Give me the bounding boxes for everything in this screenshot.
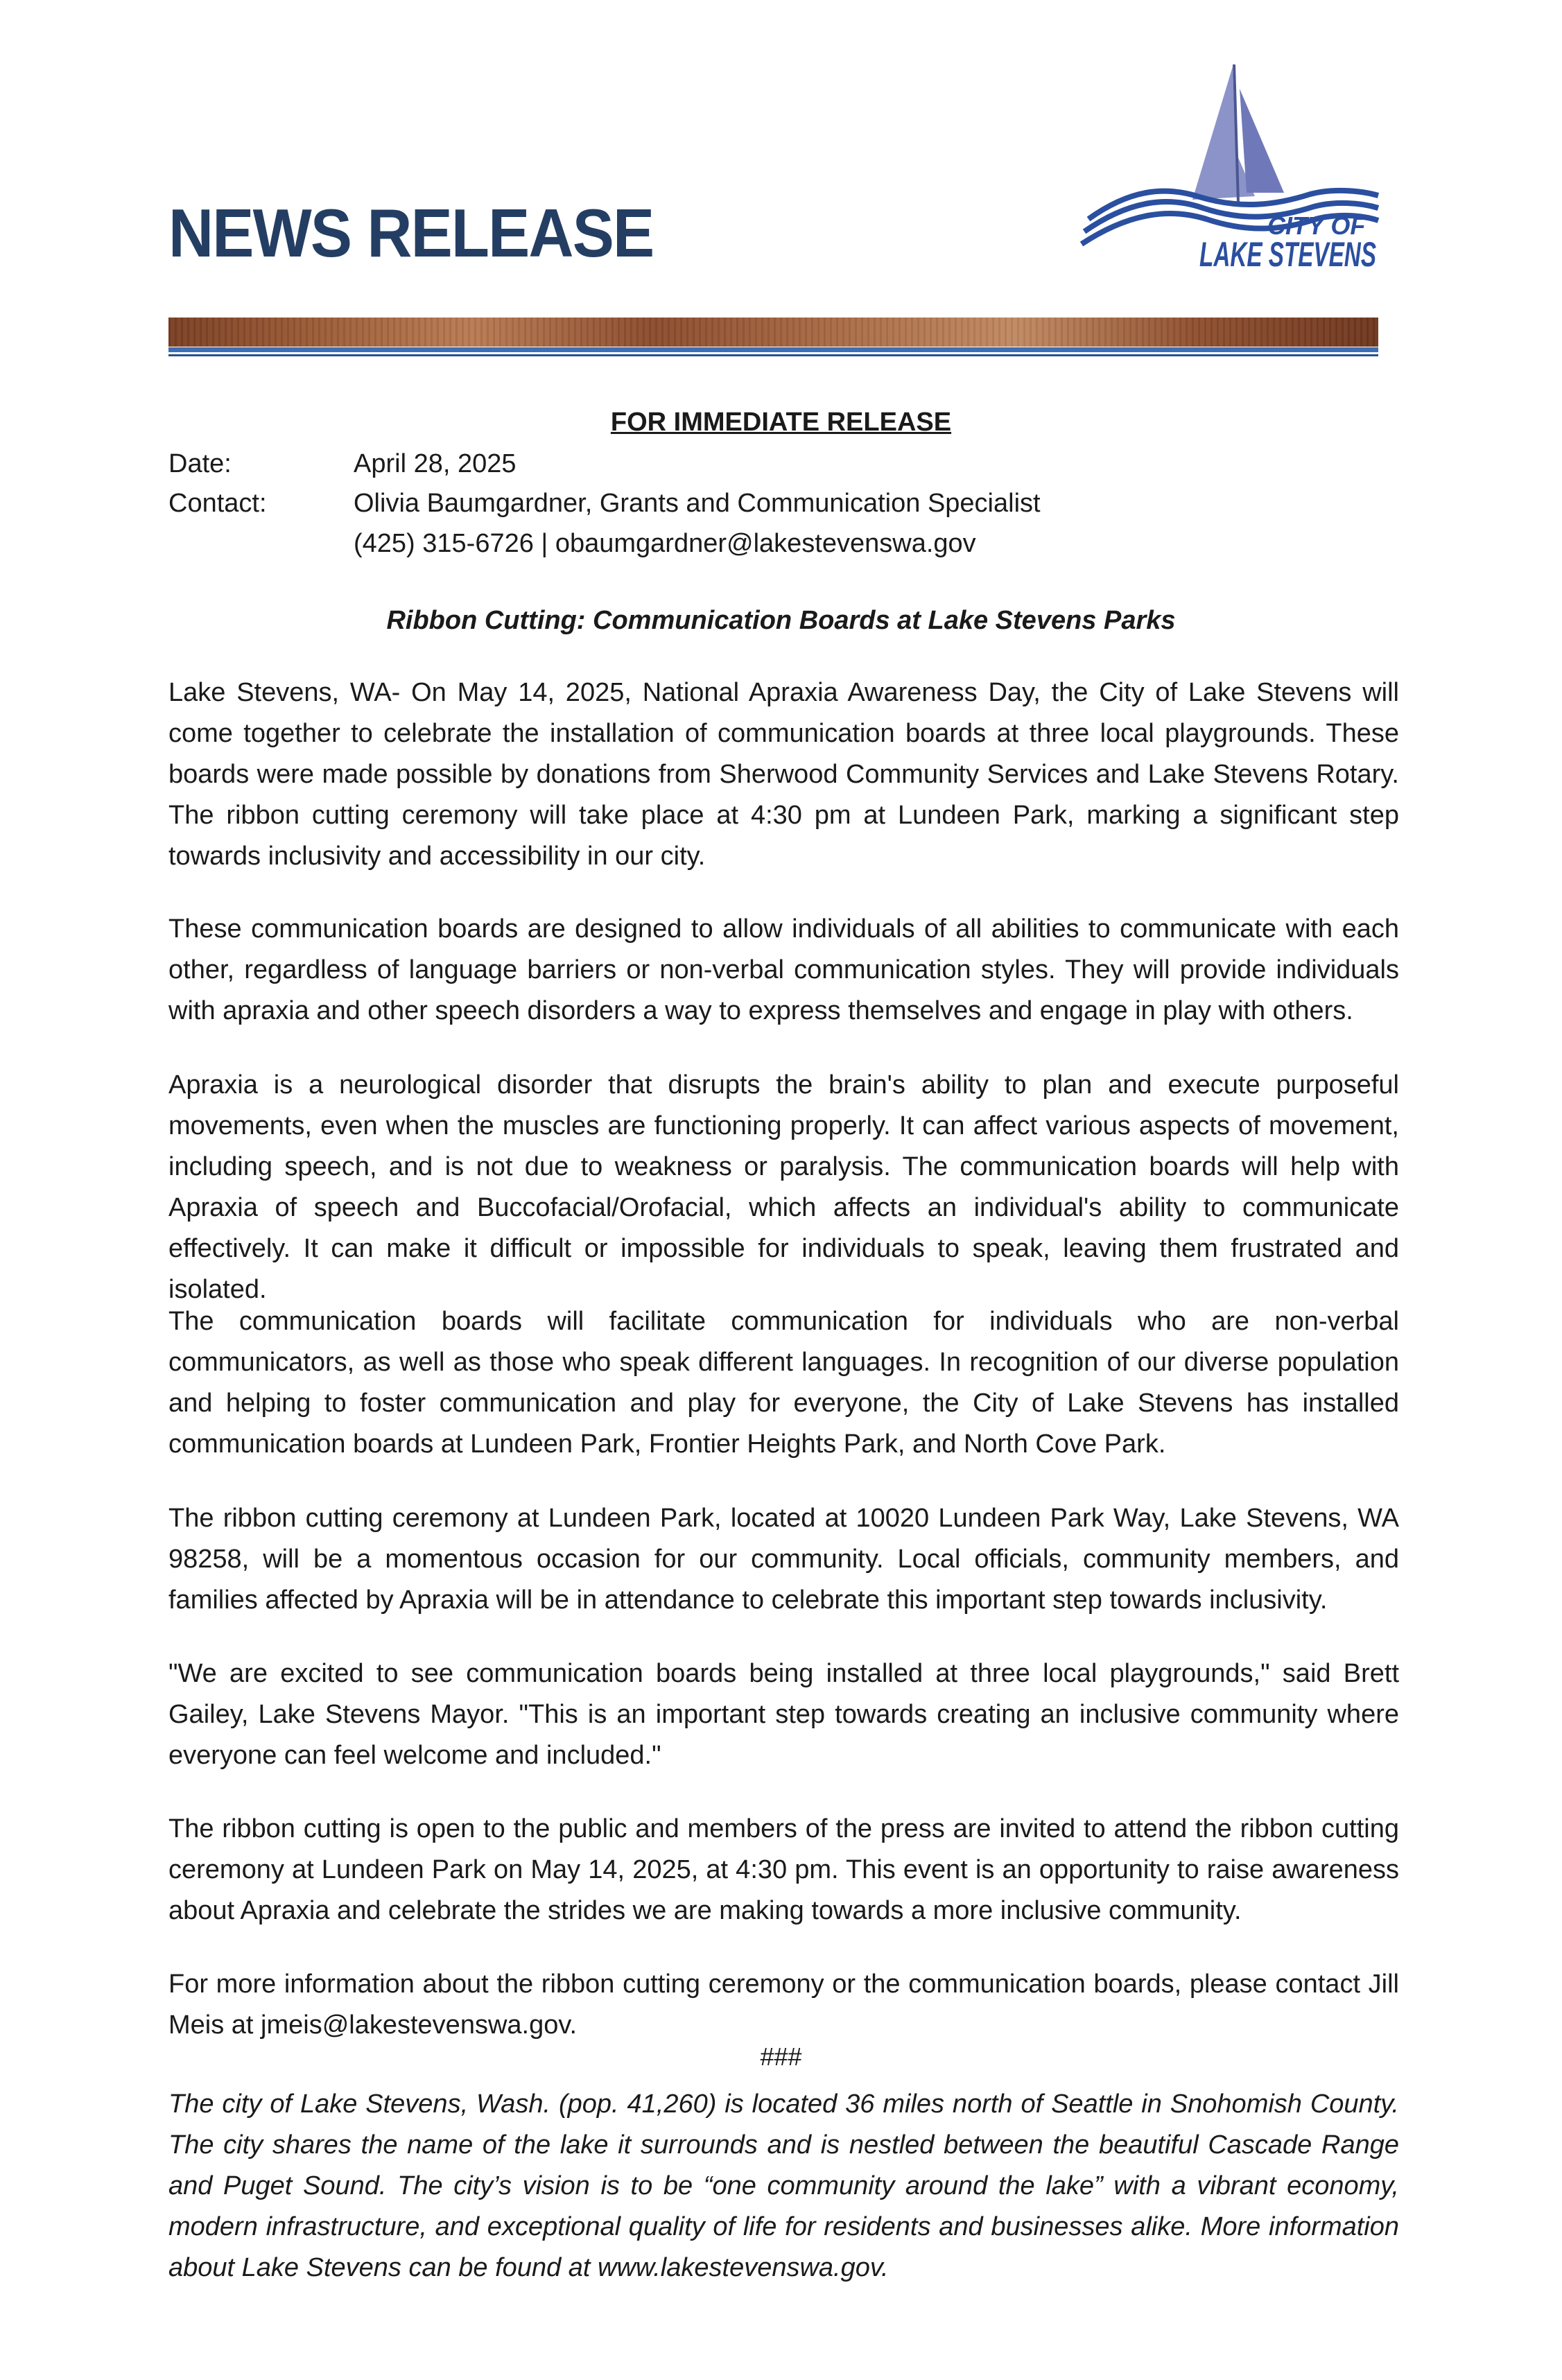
paragraph: For more information about the ribbon cutting ceremony or the communication boards, please contact Jill Meis at jmeis@lakestevenswa.gov. <box>168 1970 1399 2040</box>
paragraph: Apraxia is a neurological disorder that disrupts the brain's ability to plan and execute purposeful movements, even when the muscles are functioning properly. It can affect various aspects of movement, including speech, and is not due to weakness or paralysis. The communication boards will help with Apraxia of speech and Buccofacial/Orofacial, which affects an individual's ability to communicate effectively. It can make it difficult or impossible for individuals to speak, leaving them frustrated and isolated. <box>168 1070 1399 1304</box>
blue-divider-thin <box>168 354 1378 356</box>
paragraph: Lake Stevens, WA- On May 14, 2025, National Apraxia Awareness Day, the City of Lake Stevens will come together to celebrate the installation of communication boards at three local playgrounds. These boards were made possible by donations from Sherwood Community Services and Lake Stevens Rotary. The ribbon cutting ceremony will take place at 4:30 pm at Lundeen Park, marking a significant step towards inclusivity and accessibility in our city. <box>168 678 1399 871</box>
wood-divider <box>168 318 1378 347</box>
date-value: April 28, 2025 <box>354 449 517 478</box>
blue-divider <box>168 347 1378 352</box>
release-title: Ribbon Cutting: Communication Boards at Lake Stevens Parks <box>386 606 1176 635</box>
city-logo <box>1082 61 1380 290</box>
date-label: Date: <box>168 449 232 478</box>
paragraph: These communication boards are designed to allow individuals of all abilities to communicate with each other, regardless of language barriers or non-verbal communication styles. They will provide individuals with apraxia and other speech disorders a way to express themselves and engage in play with others. <box>168 914 1399 1025</box>
logo-text-lake-stevens: LAKE STEVENS <box>1199 235 1376 274</box>
contact-details: (425) 315-6726 | obaumgardner@lakestevenswa.gov <box>354 529 976 558</box>
paragraph: The ribbon cutting ceremony at Lundeen Park, located at 10020 Lundeen Park Way, Lake Stevens, WA 98258, will be a momentous occasion for our community. Local officials, community members, and families affected by Apraxia will be in attendance to celebrate this important step towards inclusivity. <box>168 1504 1399 1615</box>
page-title: NEWS RELEASE <box>168 195 654 271</box>
release-banner: FOR IMMEDIATE RELEASE <box>610 408 952 437</box>
logo-text-city-of: CITY OF <box>1267 211 1366 240</box>
paragraph: The ribbon cutting is open to the public and members of the press are invited to attend the ribbon cutting ceremony at Lundeen Park on May 14, 2025, at 4:30 pm. This event is an opportunity to raise awareness about Apraxia and celebrate the strides we are making towards a more inclusive community. <box>168 1814 1399 1925</box>
paragraph: "We are excited to see communication boards being installed at three local playgrounds," said Brett Gailey, Lake Stevens Mayor. "This is an important step towards creating an inclusive community where everyone can feel welcome and included." <box>168 1659 1399 1770</box>
paragraph: The communication boards will facilitate communication for individuals who are non-verbal communicators, as well as those who speak different languages. In recognition of our diverse population and helping to foster communication and play for everyone, the City of Lake Stevens has installed communication boards at Lundeen Park, Frontier Heights Park, and North Cove Park. <box>168 1307 1399 1459</box>
end-separator: ### <box>760 2042 802 2071</box>
contact-label: Contact: <box>168 489 267 518</box>
contact-name: Olivia Baumgardner, Grants and Communication Specialist <box>354 489 1041 518</box>
boilerplate: The city of Lake Stevens, Wash. (pop. 41,260) is located 36 miles north of Seattle in Snohomish County. The city shares the name of the lake it surrounds and is nestled between the beautiful Cascade Range and Puget Sound. The city’s vision is to be “one community around the lake” with a vibrant economy, modern infrastructure, and exceptional quality of life for residents and businesses alike. More information about Lake Stevens can be found at www.lakestevenswa.gov. <box>168 2090 1399 2282</box>
